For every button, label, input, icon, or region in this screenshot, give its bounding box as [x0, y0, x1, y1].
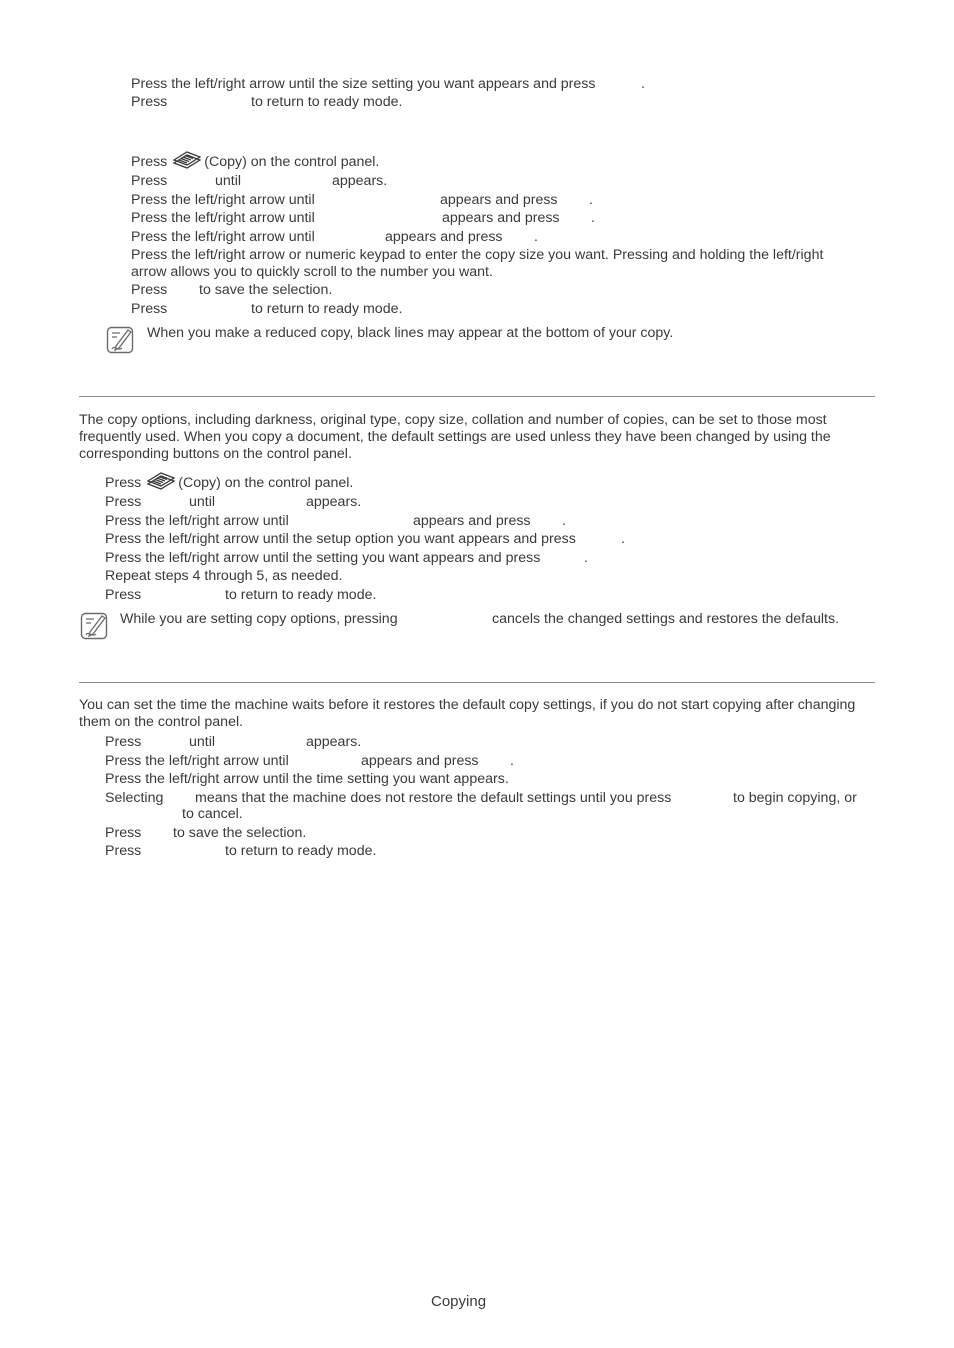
s2-step5-c: .	[534, 229, 538, 245]
s2-step3-b: appears and press	[440, 192, 558, 208]
s2-step4-c: .	[591, 210, 595, 226]
s2-step8-b: to return to ready mode.	[251, 301, 403, 317]
s4-step2-a: Press the left/right arrow until	[105, 753, 289, 769]
s2-step4-b: appears and press	[442, 210, 560, 226]
s4-step5-a: Press	[105, 825, 142, 841]
s4-step1-c: appears.	[306, 734, 362, 750]
section-divider-1	[79, 396, 875, 397]
s2-step2-a: Press	[131, 173, 168, 189]
s4-step4-c: to begin copying, or	[733, 790, 857, 806]
s3-step2-a: Press	[105, 494, 142, 510]
s2-step1-a: Press	[131, 154, 168, 170]
s3-step4-b: .	[621, 531, 625, 547]
s4-step6-a: Press	[105, 843, 142, 859]
copy-icon	[171, 150, 203, 172]
s2-step2-c: appears.	[332, 173, 388, 189]
section-divider-2	[79, 682, 875, 683]
s3-note-b: cancels the changed settings and restores the defaults.	[492, 611, 840, 627]
s4-step2-c: .	[510, 753, 514, 769]
s3-note-a: While you are setting copy options, pressing	[120, 611, 398, 627]
s2-step4-a: Press the left/right arrow until	[131, 210, 315, 226]
s2-note: When you make a reduced copy, black lines may appear at the bottom of your copy.	[147, 325, 674, 341]
s2-step7-b: to save the selection.	[199, 282, 333, 298]
s3-step5-b: .	[584, 550, 588, 566]
s4-step3: Press the left/right arrow until the time setting you want appears.	[105, 771, 509, 787]
footer-label: Copying	[431, 1293, 487, 1310]
s4-intro: You can set the time the machine waits before it restores the default copy settings, if you do not start copying after changing them on the control panel.	[79, 697, 856, 730]
s2-step7-a: Press	[131, 282, 168, 298]
s3-step7-b: to return to ready mode.	[225, 587, 377, 603]
s3-step5-a: Press the left/right arrow until the setting you want appears and press	[105, 550, 541, 566]
s4-step5-b: to save the selection.	[173, 825, 307, 841]
s3-step7-a: Press	[105, 587, 142, 603]
note-icon	[80, 612, 108, 640]
s3-step1-b: (Copy) on the control panel.	[178, 475, 354, 491]
s1-line2-a: Press	[131, 94, 168, 110]
s3-step3-c: .	[562, 513, 566, 529]
s3-step6: Repeat steps 4 through 5, as needed.	[105, 568, 343, 584]
s2-step1-b: (Copy) on the control panel.	[204, 154, 380, 170]
s2-step8-a: Press	[131, 301, 168, 317]
s2-step5-b: appears and press	[385, 229, 503, 245]
s4-step4-d: to cancel.	[182, 806, 243, 822]
s2-step3-c: .	[589, 192, 593, 208]
s2-step5-a: Press the left/right arrow until	[131, 229, 315, 245]
s4-step4-a: Selecting	[105, 790, 164, 806]
s2-step6: Press the left/right arrow or numeric keypad to enter the copy size you want. Pressing and holding the left/right arrow allows you to quickly scroll to the number you want.	[131, 247, 824, 280]
s2-step3-a: Press the left/right arrow until	[131, 192, 315, 208]
s2-step1	[131, 150, 379, 172]
s4-step2-b: appears and press	[361, 753, 479, 769]
s4-step1-b: until	[189, 734, 216, 750]
note-icon	[106, 326, 134, 354]
s3-step3-a: Press the left/right arrow until	[105, 513, 289, 529]
s1-line1-end: .	[641, 76, 645, 92]
s3-step1	[105, 471, 353, 493]
s1-line1: Press the left/right arrow until the size setting you want appears and press	[131, 76, 596, 92]
s4-step6-b: to return to ready mode.	[225, 843, 377, 859]
s3-step3-b: appears and press	[413, 513, 531, 529]
s2-step2-b: until	[215, 173, 242, 189]
s3-step2-b: until	[189, 494, 216, 510]
s3-intro: The copy options, including darkness, original type, copy size, collation and number of copies, can be set to those most frequently used. When you copy a document, the default settings are used unless they have been changed by using the corresponding buttons on the control panel.	[79, 412, 831, 462]
s1-line2-b: to return to ready mode.	[251, 94, 403, 110]
s4-step1-a: Press	[105, 734, 142, 750]
s3-step4-a: Press the left/right arrow until the setup option you want appears and press	[105, 531, 576, 547]
s3-step1-a: Press	[105, 475, 142, 491]
s4-step4-b: means that the machine does not restore the default settings until you press	[195, 790, 672, 806]
copy-icon	[145, 471, 177, 493]
s3-step2-c: appears.	[306, 494, 362, 510]
